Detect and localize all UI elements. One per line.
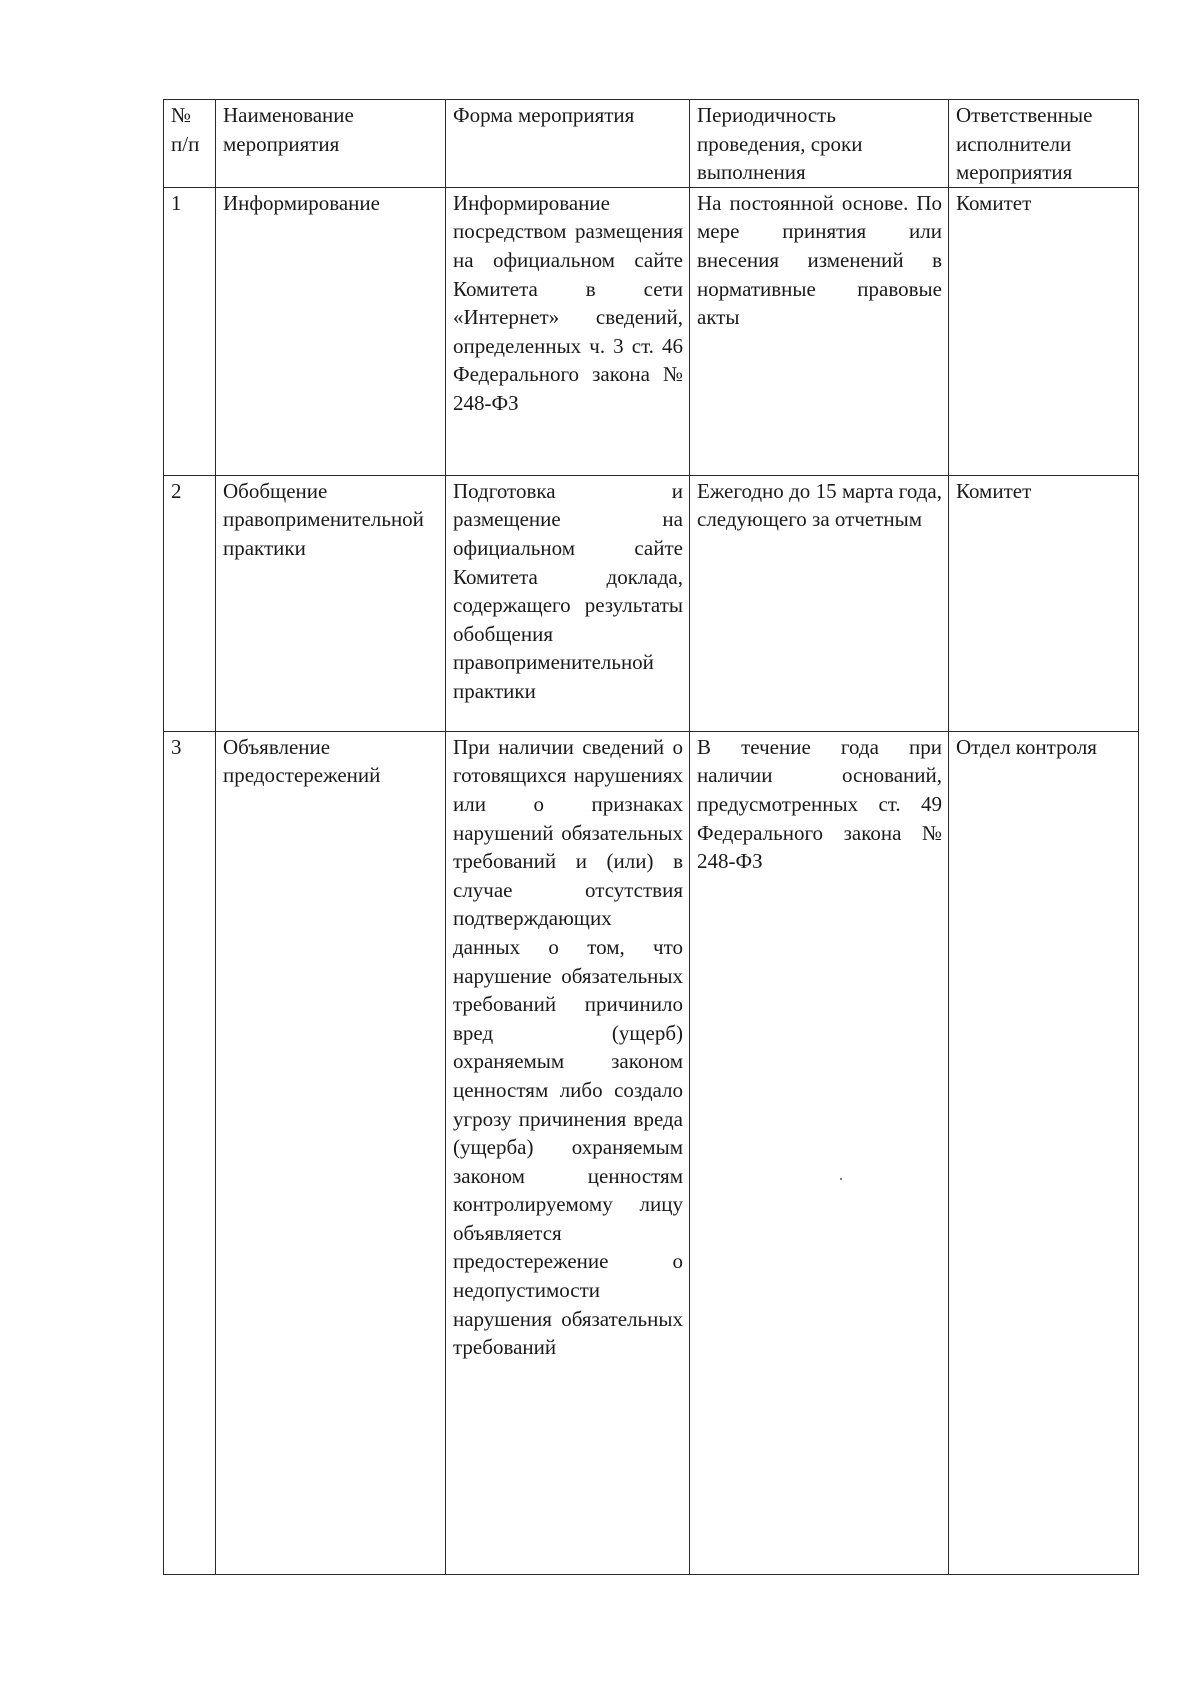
row-name: Обобщение правоприменительной практики xyxy=(223,478,424,560)
row-responsible-cell xyxy=(949,187,1139,475)
row-form-cell xyxy=(446,731,690,1574)
table-row xyxy=(164,187,1139,475)
row-responsible-cell xyxy=(949,731,1139,1574)
row-periodicity-cell xyxy=(690,475,949,731)
row-periodicity: На постоянной основе. По мере принятия или внесения изменений в нормативные правовые акты xyxy=(697,190,942,330)
row-periodicity: В течение года при наличии оснований, предусмотренных ст. 49 Федерального закона № 248-ФЗ xyxy=(697,734,942,874)
row-name-cell xyxy=(216,187,446,475)
row-form-cell xyxy=(446,475,690,731)
row-responsible: Отдел контроля xyxy=(956,734,1097,759)
header-number xyxy=(164,100,216,188)
header-form-text: Форма мероприятия xyxy=(453,103,635,127)
header-periodicity xyxy=(690,100,949,188)
row-number-cell xyxy=(164,731,216,1574)
table-row xyxy=(164,731,1139,1574)
row-form-cell xyxy=(446,187,690,475)
row-number-cell xyxy=(164,187,216,475)
row-periodicity: Ежегодно до 15 марта года, следующего за отчетным xyxy=(697,478,942,532)
header-name xyxy=(216,100,446,188)
row-form: При наличии сведений о готовящихся нарушениях или о признаках нарушений обязательных требований и (или) в случае отсутствия подтверждающих данных о том, что нарушение обязательных требований причинило вред (ущерб) охраняемым законом ценностям либо создало угрозу причинения вреда (ущерба) охраняемым законом ценностям контролируемому лицу объявляется предостережение о недопустимости нарушения обязательных требований xyxy=(453,734,683,1360)
row-number: 2 xyxy=(171,478,182,503)
header-responsible-text: Ответственные исполнители мероприятия xyxy=(956,103,1093,185)
row-number: 1 xyxy=(171,190,182,215)
header-name-text: Наименование мероприятия xyxy=(223,103,354,156)
header-form xyxy=(446,100,690,188)
row-name-cell xyxy=(216,731,446,1574)
table-header-row xyxy=(164,100,1139,188)
table-row xyxy=(164,475,1139,731)
scan-speck xyxy=(840,1178,842,1180)
row-form: Информирование посредством размещения на официальном сайте Комитета в сети «Интернет» сведений, определенных ч. 3 ст. 46 Федерального закона № 248-ФЗ xyxy=(453,190,683,415)
row-number-cell xyxy=(164,475,216,731)
header-periodicity-text: Периодичность проведения, сроки выполнения xyxy=(697,103,863,185)
header-responsible xyxy=(949,100,1139,188)
row-form: Подготовка и размещение на официальном сайте Комитета доклада, содержащего результаты обобщения правоприменительной практики xyxy=(453,478,683,703)
events-table xyxy=(163,99,1139,1575)
row-name: Объявление предостережений xyxy=(223,734,381,788)
row-responsible-cell xyxy=(949,475,1139,731)
row-number: 3 xyxy=(171,734,182,759)
row-responsible: Комитет xyxy=(956,190,1032,215)
row-periodicity-cell xyxy=(690,187,949,475)
row-responsible: Комитет xyxy=(956,478,1032,503)
row-periodicity-cell xyxy=(690,731,949,1574)
row-name: Информирование xyxy=(223,190,380,215)
header-number-text: № п/п xyxy=(171,103,200,156)
row-name-cell xyxy=(216,475,446,731)
